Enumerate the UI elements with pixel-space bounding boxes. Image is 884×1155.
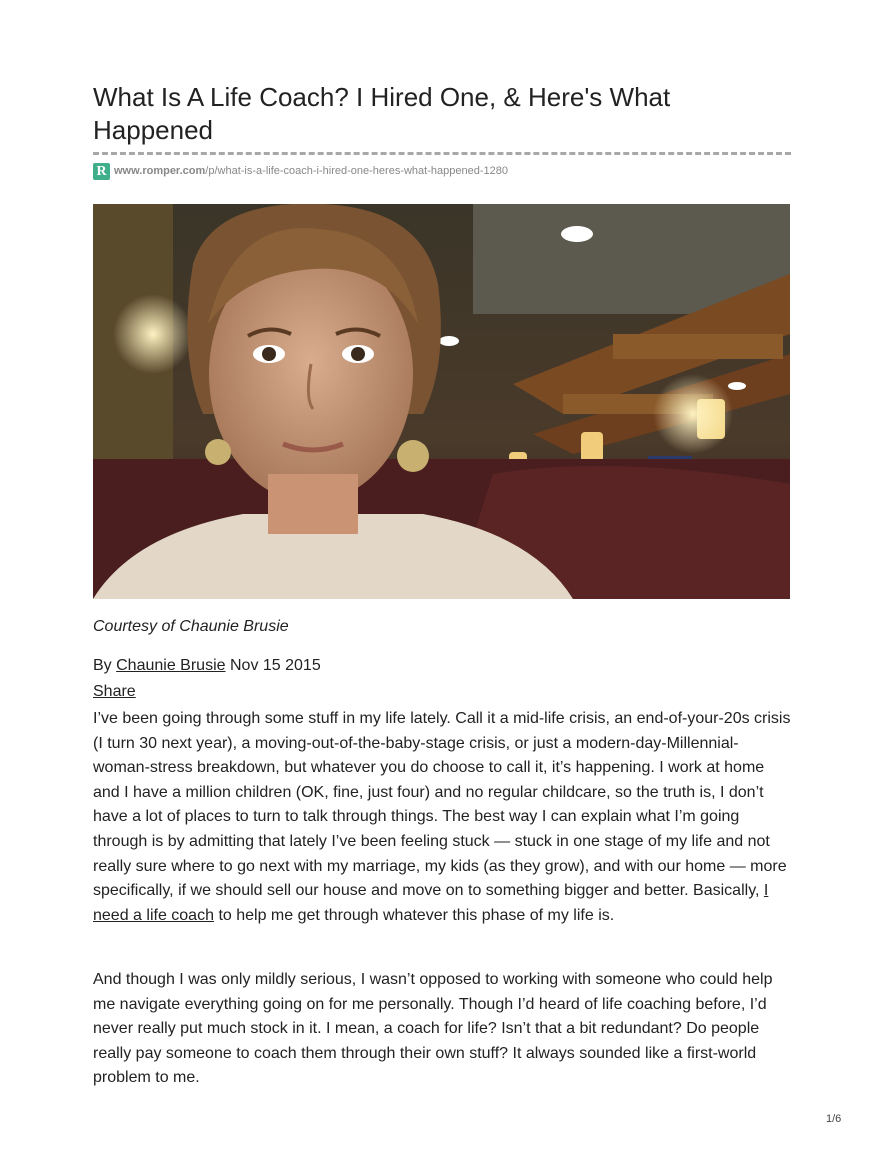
source-domain: www.romper.com bbox=[114, 165, 206, 177]
source-path: /p/what-is-a-life-coach-i-hired-one-heres-what-happened-1280 bbox=[205, 165, 508, 177]
life-coach-link[interactable]: I need a life coach bbox=[93, 882, 769, 924]
article-photo bbox=[93, 204, 790, 599]
paragraph-1 bbox=[93, 707, 793, 928]
author-link[interactable]: Chaunie Brusie bbox=[116, 657, 226, 674]
photo-caption: Courtesy of Chaunie Brusie bbox=[93, 618, 289, 635]
paragraph-1-tail: to help me get through whatever this phase of my life is. bbox=[218, 906, 615, 924]
title-divider bbox=[93, 152, 791, 155]
publish-date: Nov 15 2015 bbox=[229, 657, 321, 674]
share-link[interactable]: Share bbox=[93, 683, 136, 700]
byline-prefix: By bbox=[93, 657, 112, 674]
byline bbox=[93, 657, 321, 675]
page-number: 1/6 bbox=[826, 1113, 842, 1125]
article-title: What Is A Life Coach? I Hired One, & Here's What Happened bbox=[93, 82, 671, 145]
share bbox=[93, 683, 136, 701]
paragraph-2: And though I was only mildly serious, I wasn’t opposed to working with someone who could help me navigate everything going on for me personally. Though I’d heard of life coaching before, I’d never really put much stock in it. I mean, a coach for life? Isn’t that a bit redundant? Do people really pay someone to coach them through their own stuff? It always sounded like a first-world problem to me. bbox=[93, 971, 773, 1087]
romper-favicon-icon: R bbox=[93, 163, 110, 180]
paragraph-1-text: I’ve been going through some stuff in my life lately. Call it a mid-life crisis, an end-of-your-20s crisis (I turn 30 next year), a moving-out-of-the-baby-stage crisis, or just a modern-day-Millennial-woman-stress breakdown, but whatever you do choose to call it, it’s happening. I work at home and I have a million children (OK, fine, just four) and no regular childcare, so the truth is, I don’t have a lot of places to turn to talk through things. The best way I can explain what I’m going through is by admitting that lately I’ve been feeling stuck — stuck in one stage of my life and not really sure where to go next with my marriage, my kids (as they grow), and with our home — more specifically, if we should sell our house and move on to something bigger and better. Basically, bbox=[93, 710, 791, 900]
source-url[interactable] bbox=[93, 161, 508, 181]
